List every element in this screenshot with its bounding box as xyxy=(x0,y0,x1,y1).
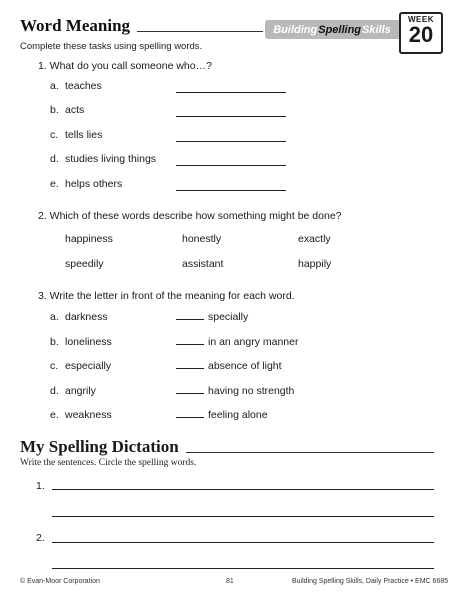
q1-item: acts xyxy=(65,104,85,116)
title-rule xyxy=(137,31,263,32)
banner-word-1: Building xyxy=(273,23,318,36)
q3-letter: c. xyxy=(50,360,59,372)
dictation-number: 1. xyxy=(36,480,45,492)
writing-line[interactable] xyxy=(52,541,434,543)
q2-word[interactable]: happily xyxy=(298,258,332,270)
answer-line[interactable] xyxy=(176,164,286,166)
q1-letter: d. xyxy=(50,153,59,165)
instructions: Complete these tasks using spelling words. xyxy=(20,41,203,52)
q1-letter: c. xyxy=(50,129,59,141)
q2-prompt: 2. Which of these words describe how something might be done? xyxy=(38,210,342,222)
q2-word[interactable]: exactly xyxy=(298,233,331,245)
q1-letter: e. xyxy=(50,178,59,190)
dictation-title: My Spelling Dictation xyxy=(20,437,179,456)
q3-word: darkness xyxy=(65,311,108,323)
page-title: Word Meaning xyxy=(20,16,131,35)
q1-prompt: 1. What do you call someone who…? xyxy=(38,60,212,72)
week-label: WEEK xyxy=(408,15,434,24)
q3-meaning: in an angry manner xyxy=(208,336,299,348)
q3-letter: d. xyxy=(50,385,59,397)
writing-line[interactable] xyxy=(52,488,434,490)
q1-letter: a. xyxy=(50,80,59,92)
writing-line[interactable] xyxy=(52,567,434,569)
banner-word-3: Skills xyxy=(362,23,391,36)
letter-blank[interactable] xyxy=(176,344,204,345)
q3-letter: b. xyxy=(50,336,59,348)
week-number: 20 xyxy=(408,22,434,47)
footer-book-title: Building Spelling Skills, Daily Practice • EMC 6685 xyxy=(292,578,449,585)
series-banner xyxy=(265,20,399,39)
q3-meaning: absence of light xyxy=(208,360,282,372)
q1-letter: b. xyxy=(50,104,59,116)
writing-line[interactable] xyxy=(52,515,434,517)
answer-line[interactable] xyxy=(176,91,286,93)
q3-match xyxy=(176,409,268,421)
page-number: 81 xyxy=(226,578,234,585)
q3-match xyxy=(176,385,294,397)
q3-meaning: specially xyxy=(208,311,249,323)
footer-copyright: © Evan-Moor Corporation xyxy=(20,578,100,585)
dictation-instructions: Write the sentences. Circle the spelling words. xyxy=(20,458,197,468)
q2-word[interactable]: speedily xyxy=(65,258,104,270)
letter-blank[interactable] xyxy=(176,319,204,320)
dictation-title-rule xyxy=(186,452,434,453)
q3-match xyxy=(176,336,298,348)
q3-match xyxy=(176,311,248,323)
q1-item: studies living things xyxy=(65,153,157,165)
letter-blank[interactable] xyxy=(176,368,204,369)
answer-line[interactable] xyxy=(176,115,286,117)
q3-word: loneliness xyxy=(65,336,112,348)
q3-letter: a. xyxy=(50,311,59,323)
q3-meaning: having no strength xyxy=(208,385,295,397)
dictation-number: 2. xyxy=(36,532,45,544)
q3-prompt: 3. Write the letter in front of the meaning for each word. xyxy=(38,290,295,302)
q3-word: especially xyxy=(65,360,112,372)
answer-line[interactable] xyxy=(176,189,286,191)
q2-word[interactable]: happiness xyxy=(65,233,113,245)
q2-word[interactable]: honestly xyxy=(182,233,222,245)
week-badge xyxy=(399,12,443,54)
q3-word: angrily xyxy=(65,385,96,397)
q3-meaning: feeling alone xyxy=(208,409,268,421)
banner-word-2: Spelling xyxy=(318,23,362,36)
q1-item: teaches xyxy=(65,80,102,92)
answer-line[interactable] xyxy=(176,140,286,142)
letter-blank[interactable] xyxy=(176,393,204,394)
q1-item: tells lies xyxy=(65,129,103,141)
q3-letter: e. xyxy=(50,409,59,421)
letter-blank[interactable] xyxy=(176,417,204,418)
q1-item: helps others xyxy=(65,178,123,190)
q3-match xyxy=(176,360,282,372)
q2-word[interactable]: assistant xyxy=(182,258,224,270)
q3-word: weakness xyxy=(65,409,112,421)
